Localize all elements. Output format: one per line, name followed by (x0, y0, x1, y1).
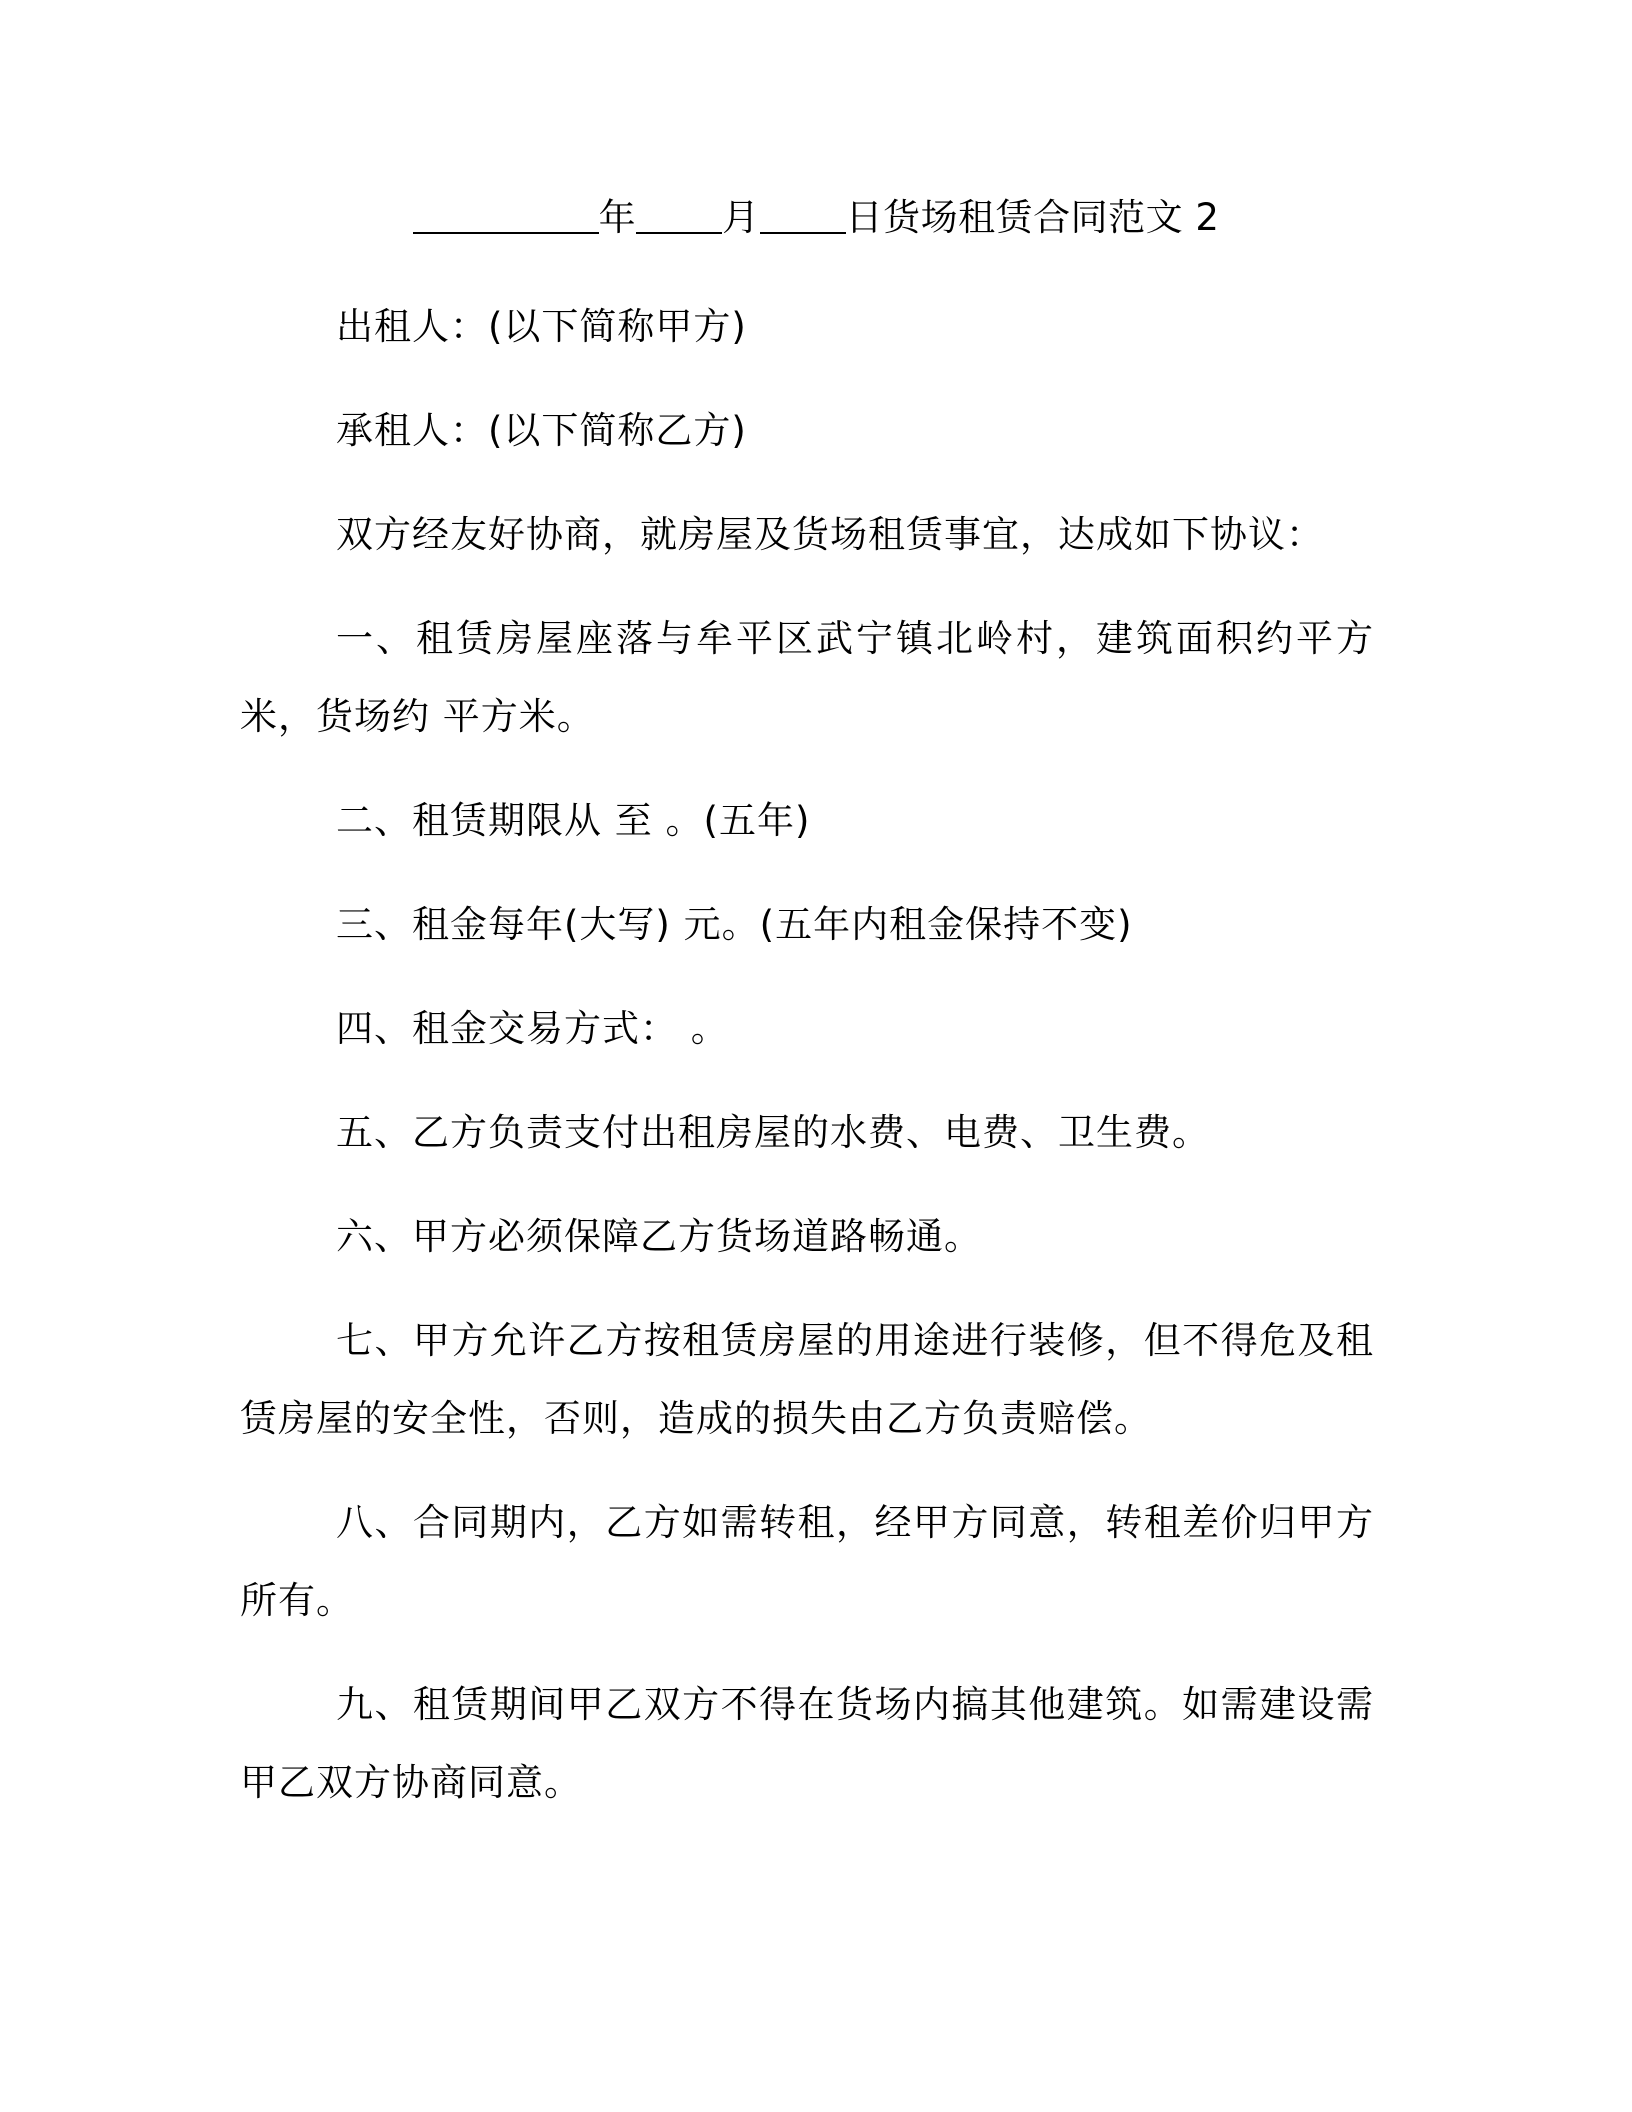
agreement-intro: 双方经友好协商，就房屋及货场租赁事宜，达成如下协议： (336, 513, 1324, 556)
title-month-label: 月 (722, 196, 760, 239)
clause-4: 四、租金交易方式： 。 (336, 1007, 729, 1050)
clause-5: 五、乙方负责支付出租房屋的水费、电费、卫生费。 (336, 1111, 1210, 1154)
title-text: 日货场租赁合同范文 2 (845, 196, 1220, 239)
month-blank (636, 188, 722, 234)
day-blank (760, 188, 846, 234)
document-body (240, 288, 1374, 1848)
clause-1: 一、租赁房屋座落与牟平区武宁镇北岭村，建筑面积约平方米，货场约 平方米。 (240, 617, 1374, 738)
lessor-line: 出租人：(以下简称甲方) (336, 305, 747, 348)
clause-2: 二、租赁期限从 至 。(五年) (336, 799, 811, 842)
lessee-line: 承租人：(以下简称乙方) (336, 409, 747, 452)
document-title (0, 188, 1632, 248)
clause-8: 八、合同期内，乙方如需转租，经甲方同意，转租差价归甲方所有。 (240, 1501, 1374, 1622)
clause-6: 六、甲方必须保障乙方货场道路畅通。 (336, 1215, 982, 1258)
year-blank (413, 188, 599, 234)
clause-9: 九、租赁期间甲乙双方不得在货场内搞其他建筑。如需建设需甲乙双方协商同意。 (240, 1683, 1374, 1804)
clause-7: 七、甲方允许乙方按租赁房屋的用途进行装修，但不得危及租赁房屋的安全性，否则，造成的损失由乙方负责赔偿。 (240, 1319, 1374, 1440)
clause-3: 三、租金每年(大写) 元。(五年内租金保持不变) (336, 903, 1133, 946)
title-year-label: 年 (598, 196, 637, 239)
